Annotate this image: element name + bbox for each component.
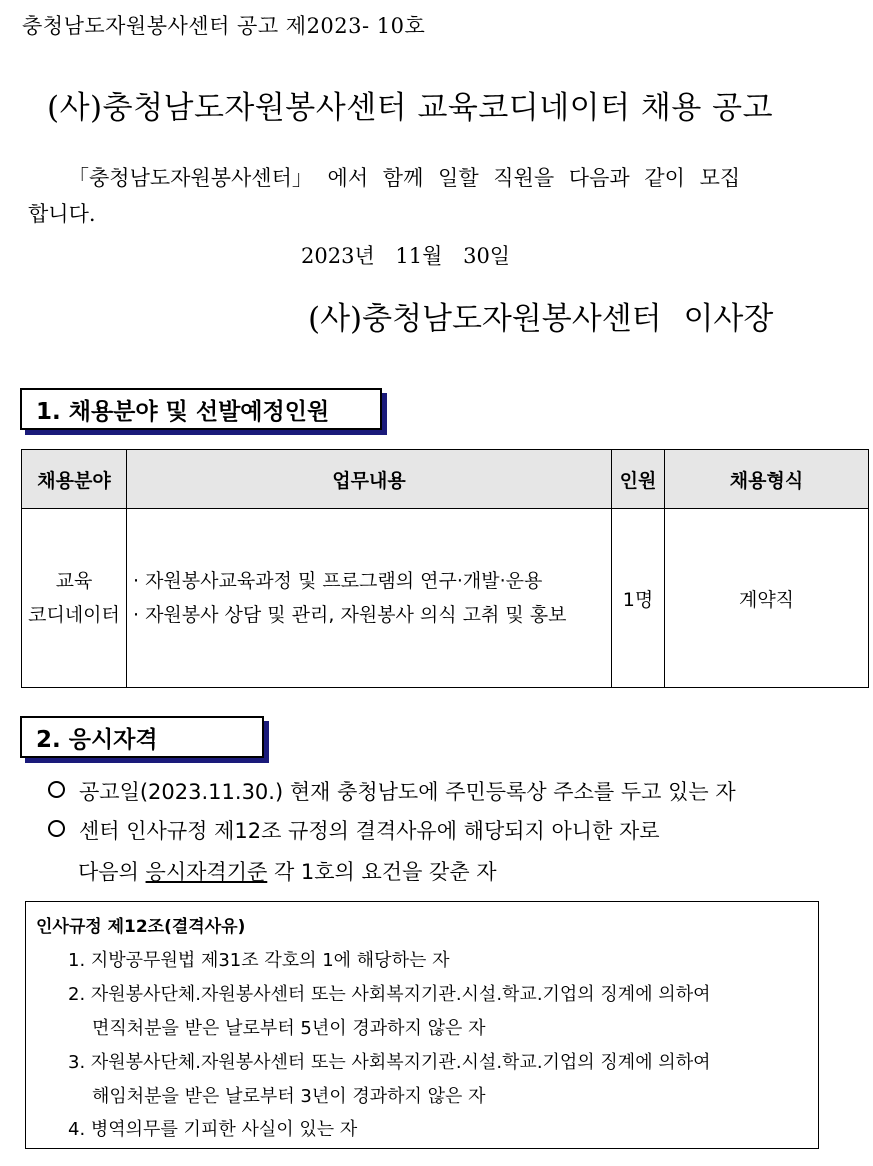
recruitment-table: [21, 449, 869, 688]
section1-heading-text: 1. 채용분야 및 선발예정인원: [36, 398, 330, 425]
intro-text-line2: 합니다.: [28, 202, 96, 226]
rule-item-3: 3. 자원봉사단체.자원봉사센터 또는 사회복지기관.시설.학교.기업의 징계에 의하여: [68, 1052, 711, 1073]
cont-post: 각 1호의 요건을 갖춘 자: [267, 860, 497, 884]
header-count: 인원: [612, 450, 665, 509]
rule-item-4: 4. 병역의무를 기피한 사실이 있는 자: [68, 1119, 358, 1140]
header-field: 채용분야: [22, 450, 127, 509]
cell-field: [22, 509, 127, 688]
duty-item-1: · 자원봉사교육과정 및 프로그램의 연구·개발·운용: [133, 570, 543, 592]
disqualification-rule-box: [25, 901, 819, 1149]
rule-item-2: 2. 자원봉사단체.자원봉사센터 또는 사회복지기관.시설.학교.기업의 징계에 의하여: [68, 984, 711, 1005]
cont-pre: 다음의: [78, 860, 146, 884]
table-header-row: [22, 450, 869, 509]
table-row: [22, 509, 869, 688]
bullet1-text: 공고일(2023.11.30.) 현재 충청남도에 주민등록상 주소를 두고 있는 자: [79, 780, 736, 804]
qualification-bullet-2: [48, 815, 660, 845]
circle-bullet-icon: [48, 820, 65, 837]
duty-item-2: · 자원봉사 상담 및 관리, 자원봉사 의식 고취 및 홍보: [133, 604, 567, 626]
bullet2-text: 센터 인사규정 제12조 규정의 결격사유에 해당되지 아니한 자로: [79, 819, 660, 843]
section2-heading-text: 2. 응시자격: [36, 726, 158, 753]
cell-duties: [127, 509, 612, 688]
intro-text-line1: 「충청남도자원봉사센터」 에서 함께 일할 직원을 다음과 같이 모집: [68, 166, 741, 190]
field-line2: 코디네이터: [28, 604, 120, 626]
section1-heading: [20, 388, 382, 430]
cont-underlined: 응시자격기준: [145, 860, 268, 884]
field-line1: 교육: [55, 570, 93, 592]
issuer-name: (사)충청남도자원봉사센터 이사장: [308, 301, 774, 337]
qualification-bullet-2-continued: [78, 856, 497, 886]
rule-item-1: 1. 지방공무원법 제31조 각호의 1에 해당하는 자: [68, 950, 450, 971]
header-type: 채용형식: [665, 450, 869, 509]
rule-item-2-cont: 면직처분을 받은 날로부터 5년이 경과하지 않은 자: [92, 1018, 486, 1039]
cell-type: 계약직: [665, 509, 869, 688]
circle-bullet-icon: [48, 781, 65, 798]
qualification-bullet-1: [48, 776, 736, 806]
rule-box-title: 인사규정 제12조(결격사유): [36, 917, 246, 937]
section2-heading: [20, 716, 264, 758]
header-duties: 업무내용: [127, 450, 612, 509]
page-title: (사)충청남도자원봉사센터 교육코디네이터 채용 공고: [47, 90, 774, 126]
notice-date: 2023년 11월 30일: [301, 244, 511, 268]
cell-count: 1명: [612, 509, 665, 688]
notice-number: 충청남도자원봉사센터 공고 제2023- 10호: [22, 14, 426, 38]
rule-item-3-cont: 해임처분을 받은 날로부터 3년이 경과하지 않은 자: [92, 1086, 486, 1107]
